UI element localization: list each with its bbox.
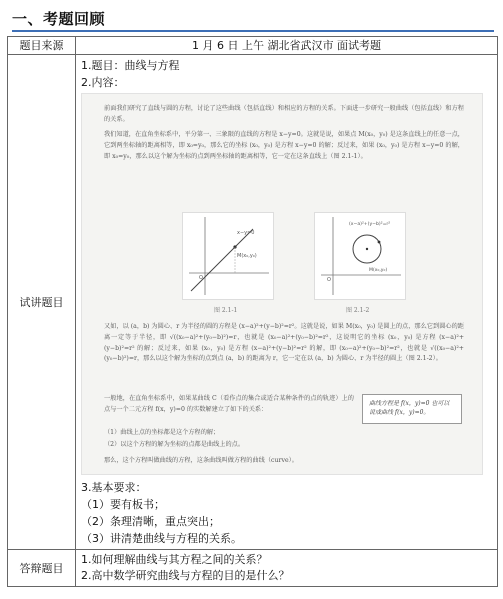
source-value: 1 月 6 日 上午 湖北省武汉市 面试考题	[76, 37, 498, 55]
fig1-line-label: x−y=0	[237, 230, 255, 236]
textbook-condition-2: （2）以这个方程的解为坐标的点都是曲线上的点。	[104, 441, 245, 448]
svg-text:O: O	[199, 275, 203, 281]
lecture-label: 试讲题目	[8, 55, 76, 550]
textbook-condition-1: （1）曲线上点的坐标都是这个方程的解；	[104, 429, 220, 436]
figure-circle	[314, 212, 406, 300]
section-heading: 一、考题回顾	[12, 10, 106, 28]
textbook-intro: 前面我们研究了直线与圆的方程，讨论了这些曲线（包括直线）和相应的方程的关系。下面进一步研究一般曲线（包括直线）和方程的关系。	[104, 105, 464, 123]
lecture-topic: 1.题目：曲线与方程	[81, 59, 180, 72]
heading-divider	[12, 30, 494, 32]
requirements-title: 3.基本要求：	[81, 481, 147, 494]
textbook-para-circle: 又如，以 (a，b) 为圆心、r 为半径的圆的方程是 (x−a)²+(y−b)²=r²。这就是说，如果 M(x₀，y₀) 是圆上的点，那么它到圆心的距离一定等于半径，即 √((x₀−a)²+(y₀−b)²)=r，也就是 (x₀−a)²+(y₀−b)²=r²，这说明它的坐标 (x₀，y₀) 是方程 (x−a)²+(y−b)²=r² 的解；反过来，如果 (x₀，y₀) 是方程 (x−a)²+(y−b)²=r² 的解，即 (x₀−a)²+(y₀−b)²=r²，也就是 √((x₀−a)²+(y₀−b)²)=r，那么以这个解为坐标的点到点 (a，b) 的距离为 r，它一定在以 (a，b) 为圆心、r 为半径的圆上（图 2.1-2）。	[104, 323, 464, 363]
fig2-caption: 图 2.1-2	[346, 307, 370, 314]
lecture-content	[76, 55, 498, 550]
source-row	[8, 37, 498, 55]
textbook-para-line: 我们知道，在直角坐标系中，平分第一、三象限的直线的方程是 x−y=0。这就是说，如果点 M(x₀，y₀) 是这条直线上的任意一点，它到两坐标轴的距离相等，即 x₀=y₀，那么它的坐标 (x₀，y₀) 是方程 x−y=0 的解；反过来，如果 (x₀，y₀) 是方程 x−y=0 的解，即 x₀=y₀，那么以这个解为坐标的点到两坐标轴的距离相等，它一定在这条直线上（图 2.1-1）。	[104, 131, 464, 160]
fig2-eq-label: (x−a)²+(y−b)²=r²	[349, 222, 391, 227]
svg-text:O: O	[327, 277, 331, 283]
fig2-point-label: M(x₀,y₀)	[369, 268, 388, 273]
qa-label: 答辩题目	[8, 550, 76, 587]
requirement-item: （3）讲清楚曲线与方程的关系。	[81, 532, 242, 545]
qa-question: 1.如何理解曲线与其方程之间的关系？	[81, 553, 268, 566]
exam-table	[7, 36, 498, 587]
fig1-caption: 图 2.1-1	[214, 307, 238, 314]
lecture-row	[8, 55, 498, 550]
textbook-para-general: 一般地，在直角坐标系中，如果某曲线 C（看作点的集合或适合某种条件的点的轨迹）上的点与一个二元方程 f(x，y)=0 的实数解建立了如下的关系：	[104, 395, 354, 413]
qa-question: 2.高中数学研究曲线与方程的目的是什么？	[81, 569, 290, 582]
source-label: 题目来源	[8, 37, 76, 55]
lecture-content-heading: 2.内容：	[81, 76, 125, 89]
textbook-definition: 那么，这个方程叫做曲线的方程，这条曲线叫做方程的曲线（curve）。	[104, 457, 298, 464]
qa-content	[76, 550, 498, 587]
fig1-point-label: M(x₀,y₀)	[237, 253, 257, 259]
textbook-excerpt-image	[81, 93, 483, 475]
figure-line	[182, 212, 274, 300]
requirement-item: （2）条理清晰，重点突出；	[81, 515, 220, 528]
requirement-item: （1）要有板书；	[81, 498, 165, 511]
textbook-callout: 曲线方程是 f(x，y)=0 也可以说成曲线 f(x，y)=0。	[362, 394, 462, 424]
qa-row	[8, 550, 498, 587]
